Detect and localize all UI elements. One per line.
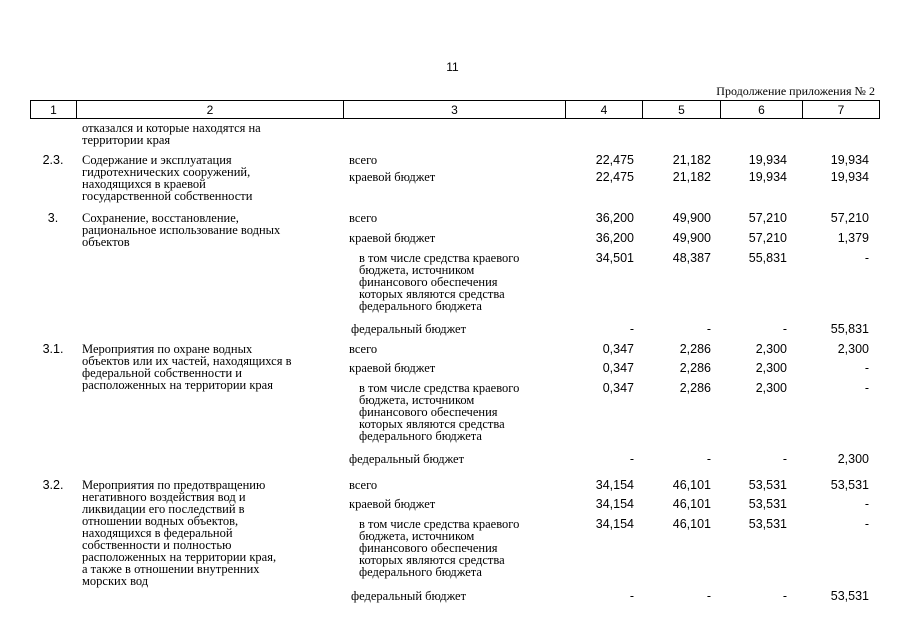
value-cell-col5: 2,286 (679, 361, 711, 375)
row-name-line: объектов или их частей, находящихся в (82, 354, 292, 368)
row-name (82, 154, 252, 202)
col-header-6: 6 (721, 101, 803, 119)
col-header-2: 2 (77, 101, 344, 119)
value-cell-col5: 2,286 (679, 342, 711, 356)
funding-source-line: финансового обеспечения (359, 541, 498, 555)
value-cell-col6: 53,531 (748, 497, 787, 511)
value-cell-col6: 57,210 (748, 231, 787, 245)
value-cell-col4: 36,200 (595, 231, 634, 245)
value-cell-col6: - (782, 452, 787, 466)
value-cell-col7: - (864, 497, 869, 511)
funding-source-label (359, 382, 519, 442)
value-cell-col5: 2,286 (679, 381, 711, 395)
funding-source-line: краевой бюджет (349, 170, 436, 184)
value-cell-col5: 46,101 (672, 497, 711, 511)
row-name-line: морских вод (82, 574, 149, 588)
row-name-line: ликвидации его последствий в (82, 502, 245, 516)
value-cell-col4: 0,347 (602, 361, 634, 375)
value-cell-col5: 46,101 (672, 478, 711, 492)
row-name-line: государственной собственности (82, 189, 253, 203)
value-cell-col7: 19,934 (830, 170, 869, 184)
funding-source-line: бюджета, источником (359, 263, 475, 277)
value-cell-col6: 19,934 (748, 170, 787, 184)
funding-source-line: в том числе средства краевого (359, 251, 520, 265)
value-cell-col7: 57,210 (830, 211, 869, 225)
value-cell-col5: 49,900 (672, 231, 711, 245)
value-cell-col4: 22,475 (595, 153, 634, 167)
funding-source-line: всего (349, 211, 378, 225)
value-cell-col5: 21,182 (672, 170, 711, 184)
row-name-line: Мероприятия по охране водных (82, 342, 253, 356)
value-cell-col7: - (864, 251, 869, 265)
funding-source-line: финансового обеспечения (359, 405, 498, 419)
funding-source-line: краевой бюджет (349, 497, 436, 511)
funding-source-line: краевой бюджет (349, 361, 436, 375)
funding-source-label (349, 453, 464, 465)
value-cell-col4: 34,501 (595, 251, 634, 265)
col-header-1: 1 (31, 101, 77, 119)
funding-source-label (359, 252, 519, 312)
row-name-line: рациональное использование водных (82, 223, 281, 237)
value-cell-col4: 0,347 (602, 381, 634, 395)
funding-source-line: всего (349, 342, 378, 356)
col-header-4: 4 (566, 101, 643, 119)
row-name-line: федеральной собственности и (82, 366, 242, 380)
funding-source-label (349, 362, 435, 374)
row-name-line: отношении водных объектов, (82, 514, 239, 528)
funding-source-line: в том числе средства краевого (359, 381, 520, 395)
row-name (82, 122, 261, 146)
value-cell-col6: 53,531 (748, 478, 787, 492)
value-cell-col6: - (782, 322, 787, 336)
funding-source-line: федеральный бюджет (351, 589, 467, 603)
row-name (82, 212, 280, 248)
funding-source-line: федерального бюджета (359, 565, 482, 579)
value-cell-col7: 2,300 (837, 342, 869, 356)
row-name-line: Мероприятия по предотвращению (82, 478, 266, 492)
value-cell-col7: - (864, 361, 869, 375)
value-cell-col6: 55,831 (748, 251, 787, 265)
funding-source-line: краевой бюджет (349, 231, 436, 245)
funding-source-label (349, 498, 435, 510)
funding-source-line: федеральный бюджет (351, 322, 467, 336)
value-cell-col7: - (864, 517, 869, 531)
row-name (82, 343, 291, 391)
funding-source-label (349, 232, 435, 244)
row-name-line: находящихся в краевой (82, 177, 206, 191)
funding-source-line: федерального бюджета (359, 429, 482, 443)
value-cell-col6: 2,300 (755, 361, 787, 375)
value-cell-col6: 2,300 (755, 342, 787, 356)
funding-source-label (351, 590, 466, 602)
row-code: 3.2. (42, 478, 64, 492)
row-name-line: Сохранение, восстановление, (82, 211, 239, 225)
row-name-line: объектов (82, 235, 130, 249)
row-name-line: негативного воздействия вод и (82, 490, 246, 504)
funding-source-label (349, 479, 377, 491)
value-cell-col4: 34,154 (595, 478, 634, 492)
value-cell-col7: - (864, 381, 869, 395)
funding-source-line: всего (349, 478, 378, 492)
funding-source-label (349, 171, 435, 183)
row-name-line: расположенных на территории края, (82, 550, 277, 564)
page-number: 11 (446, 60, 459, 74)
funding-source-line: федерального бюджета (359, 299, 482, 313)
funding-source-line: федеральный бюджет (349, 452, 465, 466)
funding-source-line: бюджета, источником (359, 393, 475, 407)
value-cell-col7: 1,379 (837, 231, 869, 245)
row-code: 2.3. (42, 153, 64, 167)
row-name-line: находящихся в федеральной (82, 526, 233, 540)
value-cell-col4: 34,154 (595, 497, 634, 511)
row-code: 3. (47, 211, 59, 225)
value-cell-col5: 46,101 (672, 517, 711, 531)
col-header-7: 7 (803, 101, 880, 119)
value-cell-col4: - (629, 322, 634, 336)
funding-source-label (349, 343, 377, 355)
row-name-line: отказался и которые находятся на (82, 121, 261, 135)
value-cell-col4: 22,475 (595, 170, 634, 184)
funding-source-label (349, 154, 377, 166)
row-name-line: гидротехнических сооружений, (82, 165, 251, 179)
row-name-line: расположенных на территории края (82, 378, 273, 392)
funding-source-label (349, 212, 377, 224)
funding-source-line: финансового обеспечения (359, 275, 498, 289)
funding-source-line: которых являются средства (359, 553, 505, 567)
value-cell-col4: - (629, 452, 634, 466)
row-name (82, 479, 276, 587)
value-cell-col6: 57,210 (748, 211, 787, 225)
value-cell-col6: 19,934 (748, 153, 787, 167)
value-cell-col5: 49,900 (672, 211, 711, 225)
row-name-line: а также в отношении внутренних (82, 562, 260, 576)
column-header-row (30, 100, 880, 119)
value-cell-col7: 19,934 (830, 153, 869, 167)
value-cell-col6: - (782, 589, 787, 603)
funding-source-line: всего (349, 153, 378, 167)
col-header-3: 3 (344, 101, 566, 119)
funding-source-line: в том числе средства краевого (359, 517, 520, 531)
row-code: 3.1. (42, 342, 64, 356)
value-cell-col4: 0,347 (602, 342, 634, 356)
funding-source-line: которых являются средства (359, 287, 505, 301)
value-cell-col5: - (706, 452, 711, 466)
value-cell-col7: 2,300 (837, 452, 869, 466)
continuation-note: Продолжение приложения № 2 (716, 84, 875, 98)
value-cell-col7: 53,531 (830, 589, 869, 603)
value-cell-col4: 36,200 (595, 211, 634, 225)
row-name-line: собственности и полностью (82, 538, 232, 552)
value-cell-col6: 2,300 (755, 381, 787, 395)
row-name-line: Содержание и эксплуатация (82, 153, 232, 167)
funding-source-label (351, 323, 466, 335)
funding-source-line: которых являются средства (359, 417, 505, 431)
col-header-5: 5 (643, 101, 721, 119)
value-cell-col6: 53,531 (748, 517, 787, 531)
funding-source-line: бюджета, источником (359, 529, 475, 543)
value-cell-col4: - (629, 589, 634, 603)
value-cell-col4: 34,154 (595, 517, 634, 531)
row-name-line: территории края (82, 133, 171, 147)
funding-source-label (359, 518, 519, 578)
value-cell-col5: - (706, 322, 711, 336)
value-cell-col5: 48,387 (672, 251, 711, 265)
value-cell-col5: 21,182 (672, 153, 711, 167)
value-cell-col5: - (706, 589, 711, 603)
value-cell-col7: 55,831 (830, 322, 869, 336)
value-cell-col7: 53,531 (830, 478, 869, 492)
